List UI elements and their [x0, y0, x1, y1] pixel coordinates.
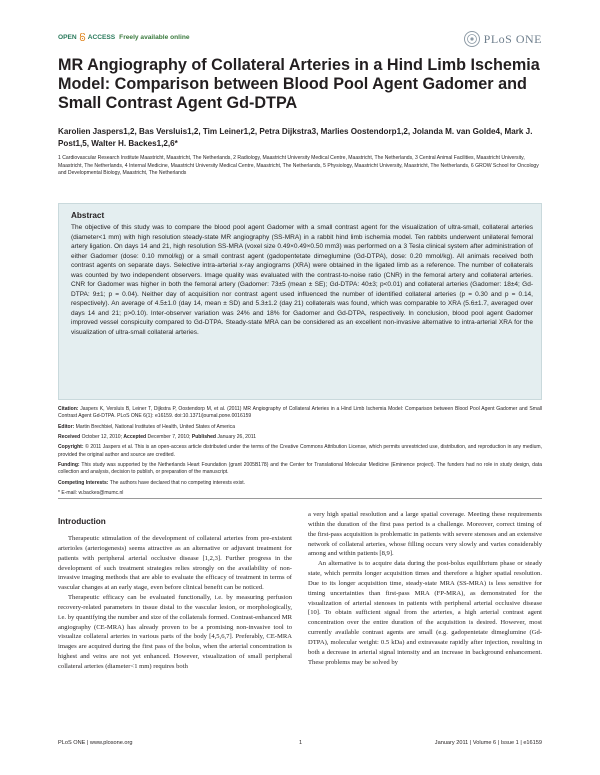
logo-text: PLoS ONE	[483, 31, 542, 46]
email-link[interactable]: * E-mail: w.backes@mumc.nl	[58, 489, 124, 496]
author-list: Karolien Jaspers1,2, Bas Versluis1,2, Tim Leiner1,2, Petra Dijkstra3, Marlies Oostendorp1,2, Jolanda M. van Golde4, Mark J. Post1,5, Walter H. Backes1,2,6*	[58, 127, 533, 148]
intro-paragraph: a very high spatial resolution and a large spatial coverage. Meeting these requirements within the duration of the first pass period is a challenge. Moreover, correct timing of the first-pass acquisition is problematic in patients with severe stenoses and an extensive network of collateral arteries, whose filling occurs very slowly and varies considerably among and within patients [8,9].	[308, 511, 542, 558]
funding-text: This study was supported by the Netherlands Heart Foundation (grant 2005B178) and the Center for Translational Molecular Medicine (Eminence project). The funders had no role in study design, data collection and analysis, decision to publish, or preparation of the manuscript.	[58, 461, 543, 476]
editor-label: Editor:	[58, 423, 75, 430]
article-title: MR Angiography of Collateral Arteries in a Hind Limb Ischemia Model: Comparison between Blood Pool Agent Gadomer and Small Contrast Agent Gd-DTPA	[58, 56, 540, 112]
right-column	[308, 510, 542, 668]
affiliations: 1 Cardiovascular Research Institute Maastricht, Maastricht, The Netherlands, 2 Radiology, Maastricht University Medical Centre, Maastricht, The Netherlands, 3 Central Animal Facilities, Maastricht University, Maastricht, The Netherlands, 4 Internal Medicine, Maastricht University Medical Centre, Maastricht, The Netherlands, 5 Physiology, Maastricht University, Maastricht, The Netherlands, 6 GROW School for Oncology and Developmental Biology, Maastricht, The Netherlands	[58, 155, 539, 177]
accepted-label: Accepted	[123, 433, 147, 440]
published-label: Published	[191, 433, 216, 440]
competing-label: Competing Interests:	[58, 479, 109, 486]
funding-label: Funding:	[58, 461, 80, 468]
left-column	[58, 534, 292, 672]
abstract-box	[58, 203, 542, 400]
page-footer	[58, 740, 542, 750]
section-divider	[58, 498, 542, 499]
accepted-date: December 7, 2010;	[147, 433, 191, 440]
abstract-text: The objective of this study was to compare the blood pool agent Gadomer with a small contrast agent for the visualization of ultra-small, collateral arteries (diameter<1 mm) with high resolution steady-state MR angiography (SS-MRA) in a rabbit hind limb ischemia model. Ten rabbits underwent unilateral femoral artery ligation. On days 14 and 21, high resolution SS-MRA (voxel size 0.49×0.49×0.50 mm3) was performed on a 3 Tesla clinical system after administration of either Gadomer (dose: 0.10 mmol/kg) or a small contrast agent (gadopentetate dimeglumine (Gd-DTPA), dose: 0.20 mmol/kg). All animals received both contrast agents on separate days. Selective intra-arterial x-ray angiograms (XRA) were obtained in the ligated limb as a reference. The number of collaterals was counted by two independent observers. Image quality was evaluated with the contrast-to-noise ratio (CNR) in the femoral artery and collateral arteries. CNR for Gadomer was higher in both the femoral artery (Gadomer: 73±5 (mean ± SE); Gd-DTPA: 40±3; p<0.01) and collateral arteries (Gadomer: 18±4; Gd-DTPA: 9±1; p = 0.04). Neither day of acquisition nor contrast agent used influenced the number of identified collateral arteries (p = 0.30 and p = 0.14, respectively). An average of 4.5±1.0 (day 14, mean ± SD) and 5.3±1.2 (day 21) collaterals was found, which was comparable to XRA (5.6±1.7, averaged over days 14 and 21; p>0.10). Inter-observer variation was 24% and 18% for Gadomer and Gd-DTPA, respectively. In conclusion, blood pool agent Gadomer improved vessel conspicuity compared to Gd-DTPA. Steady-state MRA can be considered as an excellent non-invasive alternative to intra-arterial XRA for the visualization of ultra-small collateral arteries.	[71, 224, 533, 337]
footer-journal: PLoS ONE | www.plosone.org	[58, 740, 133, 746]
freely-available-label: Freely available online	[119, 33, 190, 41]
citation	[58, 406, 542, 420]
published-date: January 26, 2011	[217, 433, 257, 440]
journal-header	[58, 33, 542, 47]
article-metadata	[58, 406, 542, 500]
editor-text: Martin Brechbiel, National Institutes of Health, United States of America	[75, 423, 236, 430]
dates	[58, 434, 542, 441]
competing-interests	[58, 480, 542, 487]
open-lock-icon	[79, 33, 86, 41]
journal-logo	[463, 30, 542, 48]
intro-paragraph: Therapeutic stimulation of the development of collateral arteries from pre-existent arterioles (arteriogenesis) seems attractive as an alternative or adjuvant treatment for patients with peripheral arterial occlusive disease [1,2,3]. Further progress in the development of such treatment strategies relies strongly on the availability of non-invasive imaging methods that are able to evaluate the efficacy of treatment in terms of vascular changes at an early stage, even before clinical benefit can be noticed.	[58, 535, 292, 592]
citation-label: Citation:	[58, 406, 79, 412]
copyright	[58, 444, 542, 458]
received-date: October 12, 2010;	[81, 433, 122, 440]
access-label: ACCESS	[87, 33, 116, 41]
competing-text: The authors have declared that no competing interests exist.	[109, 479, 246, 486]
copyright-text: © 2011 Jaspers et al. This is an open-access article distributed under the terms of the Creative Commons Attribution License, which permits unrestricted use, distribution, and reproduction in any medium, provided the original author and source are credited.	[58, 444, 542, 458]
introduction-heading: Introduction	[58, 517, 106, 526]
footer-issue: January 2011 | Volume 6 | Issue 1 | e16159	[434, 740, 542, 746]
intro-paragraph: Therapeutic efficacy can be evaluated functionally, i.e. by measuring perfusion recovery-related parameters in tissue distal to the vascular lesion, or morphologically, i.e. by quantifying the number and size of the collaterals formed. Contrast-enhanced MR angiography (CE-MRA) has already proven to be a promising non-invasive tool to visualize collateral arteries in various parts of the body [4,5,6,7]. Preferably, CE-MRA images are acquired during the first pass of the bolus, when the arterial concentration is highest and veins are not yet enhanced. However, visualization of small peripheral collateral arteries (diameter<1 mm) requires both	[58, 594, 292, 670]
open-access-banner	[58, 33, 190, 41]
open-label: OPEN	[58, 33, 77, 41]
copyright-label: Copyright:	[58, 444, 84, 451]
plos-logo-icon	[463, 30, 481, 48]
received-label: Received	[58, 433, 81, 440]
citation-text: Jaspers K, Versluis B, Leiner T, Dijkstra P, Oostendorp M, et al. (2011) MR Angiography of Collateral Arteries in a Hind Limb Ischemia Model: Comparison between Blood Pool Agent Gadomer and Small Contrast Agent Gd-DTPA. PLoS ONE 6(1): e16159. doi:10.1371/journal.pone.0016159	[58, 406, 542, 420]
funding	[58, 462, 542, 476]
page-number: 1	[299, 740, 303, 746]
editor	[58, 424, 542, 431]
abstract-heading: Abstract	[71, 211, 105, 220]
intro-paragraph: An alternative is to acquire data during the post-bolus equilibrium phase or steady state, which permits longer acquisition times and therefore a higher spatial resolution. Due to its longer acquisition time, steady-state MRA (SS-MRA) is less sensitive for timing uncertainties than first-pass MRA (FP-MRA), as demonstrated for the visualization of arterial stenoses in patients with peripheral arterial occlusive disease [10]. To obtain sufficient signal from the arteries, a high arterial contrast agent concentration over the entire duration of the acquisition is desired. However, most currently available contrast agents are small (e.g. gadopentetate dimeglumine (Gd-DTPA), molecular weight: 0.5 kDa) and extravasate rapidly after injection, resulting in both a decrease in arterial signal intensity and an increase in background enhancement. These problems may be solved by	[308, 560, 542, 666]
